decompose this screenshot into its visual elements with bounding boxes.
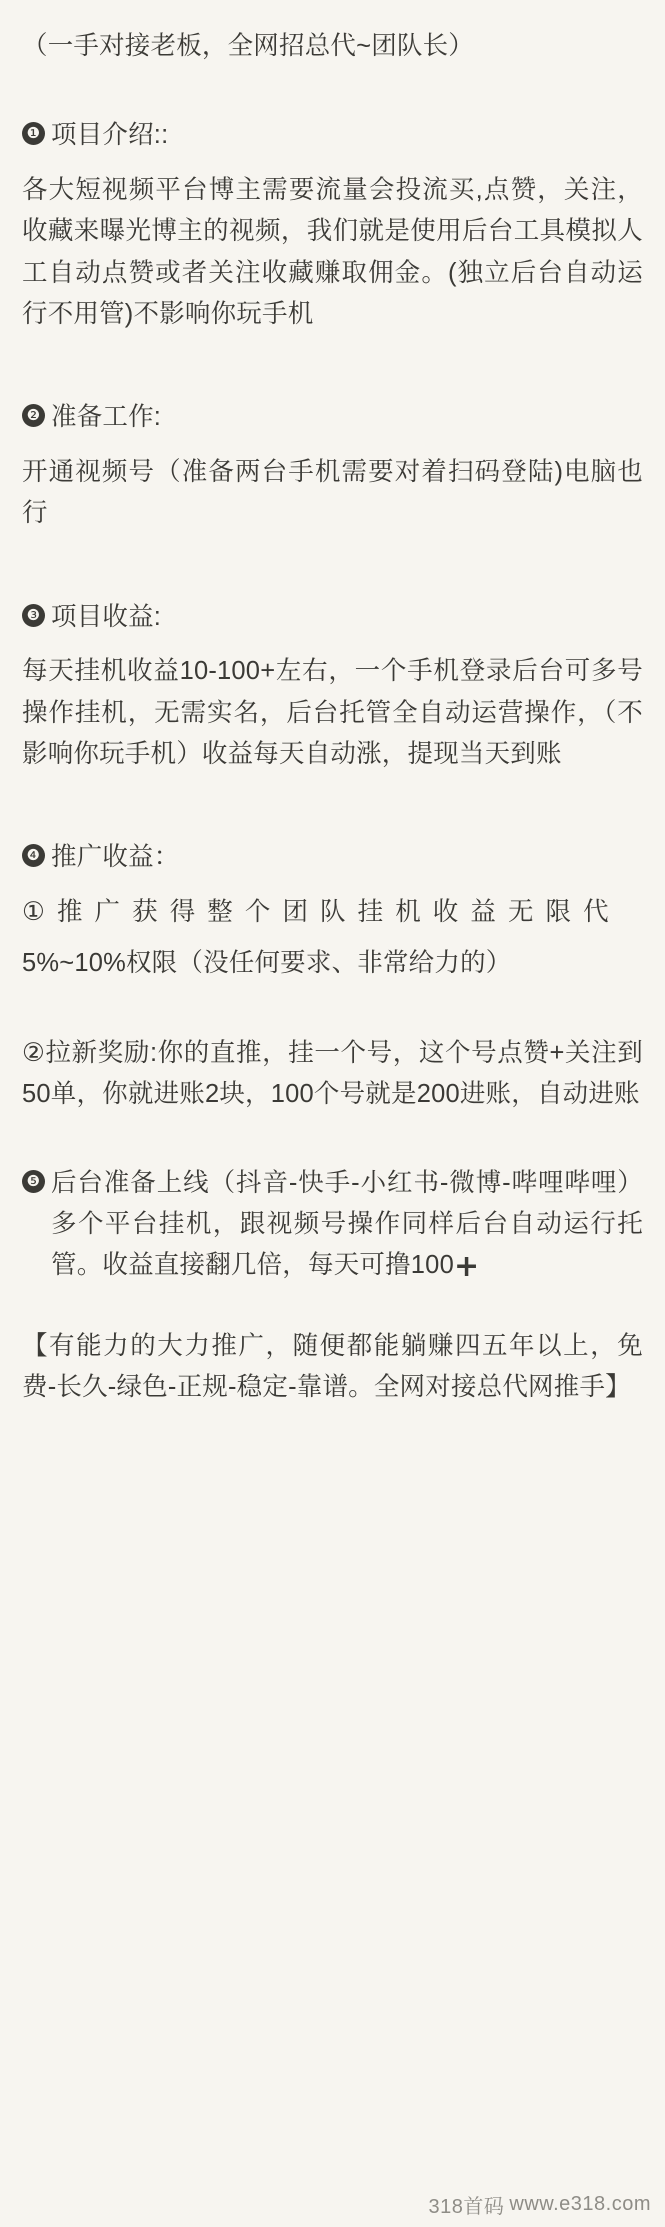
section-3-body: 每天挂机收益10-100+左右，一个手机登录后台可多号操作挂机，无需实名，后台托管全自动运营操作，（不影响你玩手机）收益每天自动涨，提现当天到账 xyxy=(22,657,643,769)
section-1-heading-label: 项目介绍:: xyxy=(51,121,169,150)
section-4-body-2: ②拉新奖励:你的直推，挂一个号，这个号点赞+关注到50单，你就进账2块，100个号就是200进账，自动进账 xyxy=(22,1038,643,1109)
spacer xyxy=(22,1007,643,1033)
spacer xyxy=(22,357,643,397)
spacer xyxy=(22,1137,643,1163)
title-line: （一手对接老板，全网招总代~团队长） xyxy=(22,32,474,60)
spacer xyxy=(22,557,643,597)
footer-bar xyxy=(0,2183,665,2227)
spacer xyxy=(22,89,643,115)
number-badge-3-icon: ❸ xyxy=(22,604,45,627)
section-1-body: 各大短视频平台博主需要流量会投流买,点赞，关注，收藏来曝光博主的视频，我们就是使用后台工具模拟人工自动点赞或者关注收藏赚取佣金。(独立后台自动运行不用管)不影响你玩手机 xyxy=(22,176,643,328)
section-3-heading-label: 项目收益: xyxy=(51,602,162,631)
number-badge-2-icon: ❷ xyxy=(22,404,45,427)
section-2-body: 开通视频号（准备两台手机需要对着扫码登陆)电脑也行 xyxy=(22,458,643,528)
section-1-heading xyxy=(22,115,643,156)
number-badge-5-icon: ❺ xyxy=(22,1170,45,1193)
watermark-url: www.e318.com xyxy=(509,2193,651,2215)
section-4-heading-label: 推广收益： xyxy=(51,843,180,872)
spacer xyxy=(22,797,643,837)
spacer xyxy=(22,878,643,892)
section-5-heading xyxy=(22,1163,643,1285)
spacer xyxy=(22,1286,643,1326)
document-content xyxy=(22,26,643,1408)
number-badge-1-icon: ❶ xyxy=(22,122,45,145)
section-4-heading xyxy=(22,837,643,878)
spacer xyxy=(22,438,643,452)
section-2-heading-label: 准备工作: xyxy=(51,403,162,432)
number-badge-4-icon: ❹ xyxy=(22,844,45,867)
section-2-heading xyxy=(22,397,643,438)
closing-paragraph: 【有能力的大力推广，随便都能躺赚四五年以上，免费-长久-绿色-正规-稳定-靠谱。全网对接总代网推手】 xyxy=(22,1331,643,1402)
watermark xyxy=(429,2190,652,2219)
section-5-heading-label xyxy=(51,1163,643,1285)
section-5-heading-text: 后台准备上线（抖音-快手-小红书-微博-哔哩哔哩）多个平台挂机，跟视频号操作同样后台自动运行托管。收益直接翻几倍，每天可撸100 xyxy=(51,1169,643,1279)
section-4-body-line-2: 5%~10%权限（没任何要求、非常给力的） xyxy=(22,949,512,978)
spacer xyxy=(22,637,643,651)
section-4-body-line-1: ① 推 广 获 得 整 个 团 队 挂 机 收 益 无 限 代 xyxy=(22,898,612,927)
watermark-brand: 318首码 xyxy=(428,2196,505,2218)
section-3-heading xyxy=(22,597,643,638)
plus-icon: + xyxy=(453,1248,480,1284)
spacer xyxy=(22,156,643,170)
